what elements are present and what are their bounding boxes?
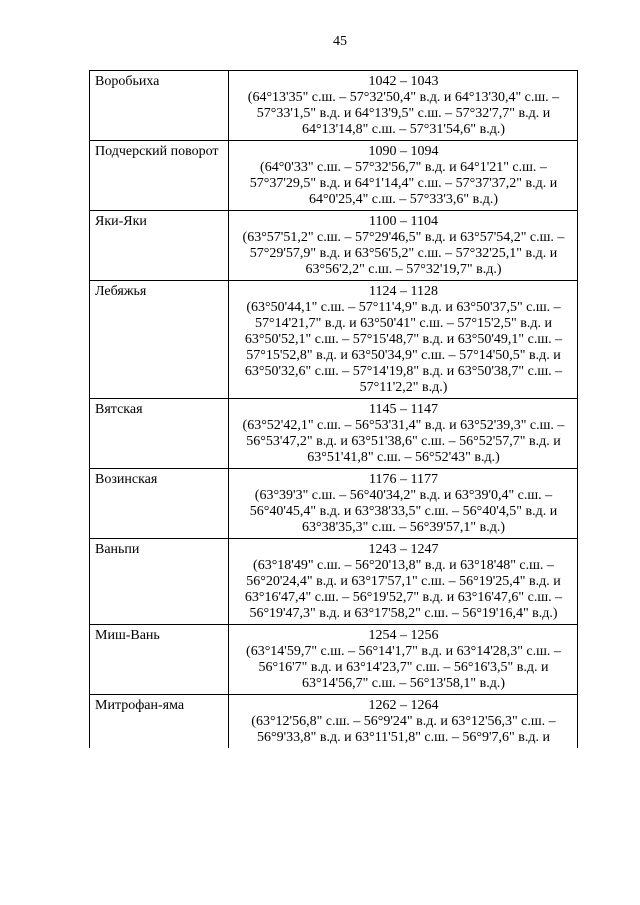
km-range: 1243 – 1247 [368, 542, 439, 557]
table-row [90, 71, 578, 141]
table-row [90, 399, 578, 469]
km-range: 1100 – 1104 [369, 214, 438, 229]
km-range: 1042 – 1043 [368, 74, 439, 89]
coordinates-text: (63°18'49" с.ш. – 56°20'13,8" в.д. и 63°18'48" с.ш. – 56°20'24,4" в.д. и 63°17'57,1" с.ш. – 56°19'25,4" в.д. и 63°16'47,4" с.ш. – 56°19'52,7" в.д. и 63°16'47,6" с.ш. – 56°19'47,3" в.д. и 63°17'58,2" с.ш. – 56°19'16,4" в.д.) [244, 558, 563, 621]
km-range: 1145 – 1147 [369, 402, 438, 417]
place-coordinates [229, 469, 578, 539]
km-range: 1124 – 1128 [369, 284, 438, 299]
place-coordinates [229, 539, 578, 625]
place-name: Митрофан-яма [90, 695, 229, 749]
km-range: 1262 – 1264 [368, 698, 439, 713]
place-name: Лебяжья [90, 281, 229, 399]
km-range: 1176 – 1177 [369, 472, 438, 487]
coordinates-text: (63°50'44,1" с.ш. – 57°11'4,9" в.д. и 63°50'37,5" с.ш. – 57°14'21,7" в.д. и 63°50'41" с.ш. – 57°15'2,5" в.д. и 63°50'52,1" с.ш. – 57°15'48,7" в.д. и 63°50'49,1" с.ш. – 57°15'52,8" в.д. и 63°50'34,9" с.ш. – 57°14'50,5" в.д. и 63°50'32,6" с.ш. – 57°14'19,8" в.д. и 63°50'38,7" с.ш. – 57°11'2,2" в.д.) [244, 300, 563, 395]
table-row [90, 211, 578, 281]
place-name: Воробьиха [90, 71, 229, 141]
table-row [90, 539, 578, 625]
place-coordinates [229, 71, 578, 141]
place-coordinates [229, 141, 578, 211]
place-name: Яки-Яки [90, 211, 229, 281]
places-table [89, 70, 578, 748]
coordinates-text: (63°14'59,7" с.ш. – 56°14'1,7" в.д. и 63°14'28,3" с.ш. – 56°16'7" в.д. и 63°14'23,7" с.ш. – 56°16'3,5" в.д. и 63°14'56,7" с.ш. – 56°13'58,1" в.д.) [246, 644, 561, 691]
place-name: Вятская [90, 399, 229, 469]
place-coordinates [229, 399, 578, 469]
table-row [90, 141, 578, 211]
place-coordinates [229, 211, 578, 281]
coordinates-text: (63°39'3" с.ш. – 56°40'34,2" в.д. и 63°39'0,4" с.ш. – 56°40'45,4" в.д. и 63°38'33,5" с.ш. – 56°40'4,5" в.д. и 63°38'35,3" с.ш. – 56°39'57,1" в.д.) [249, 488, 558, 535]
km-range: 1254 – 1256 [368, 628, 439, 643]
table-row [90, 695, 578, 749]
km-range: 1090 – 1094 [368, 144, 439, 159]
place-name: Подчерский поворот [90, 141, 229, 211]
coordinates-text: (63°57'51,2" с.ш. – 57°29'46,5" в.д. и 63°57'54,2" с.ш. – 57°29'57,9" в.д. и 63°56'5,2" с.ш. – 57°32'25,1" в.д. и 63°56'2,2" с.ш. – 57°32'19,7" в.д.) [242, 230, 565, 277]
table-row [90, 281, 578, 399]
place-name: Ваньпи [90, 539, 229, 625]
coordinates-text: (64°0'33" с.ш. – 57°32'56,7" в.д. и 64°1'21" с.ш. – 57°37'29,5" в.д. и 64°1'14,4" с.ш. – 57°37'37,2" в.д. и 64°0'25,4" с.ш. – 57°33'3,6" в.д.) [249, 160, 558, 207]
place-coordinates [229, 625, 578, 695]
page-number: 45 [333, 34, 347, 49]
place-coordinates [229, 281, 578, 399]
place-name: Миш-Вань [90, 625, 229, 695]
table-row [90, 625, 578, 695]
place-name: Возинская [90, 469, 229, 539]
coordinates-text: (63°12'56,8" с.ш. – 56°9'24" в.д. и 63°12'56,3" с.ш. – 56°9'33,8" в.д. и 63°11'51,8" с.ш. – 56°9'7,6" в.д. и [251, 714, 556, 745]
coordinates-text: (64°13'35" с.ш. – 57°32'50,4" в.д. и 64°13'30,4" с.ш. – 57°33'1,5" в.д. и 64°13'9,5" с.ш. – 57°32'7,7" в.д. и 64°13'14,8" с.ш. – 57°31'54,6" в.д.) [247, 90, 560, 137]
coordinates-text: (63°52'42,1" с.ш. – 56°53'31,4" в.д. и 63°52'39,3" с.ш. – 56°53'47,2" в.д. и 63°51'38,6" с.ш. – 56°52'57,7" в.д. и 63°51'41,8" с.ш. – 56°52'43" в.д.) [242, 418, 565, 465]
place-coordinates [229, 695, 578, 749]
table-row [90, 469, 578, 539]
